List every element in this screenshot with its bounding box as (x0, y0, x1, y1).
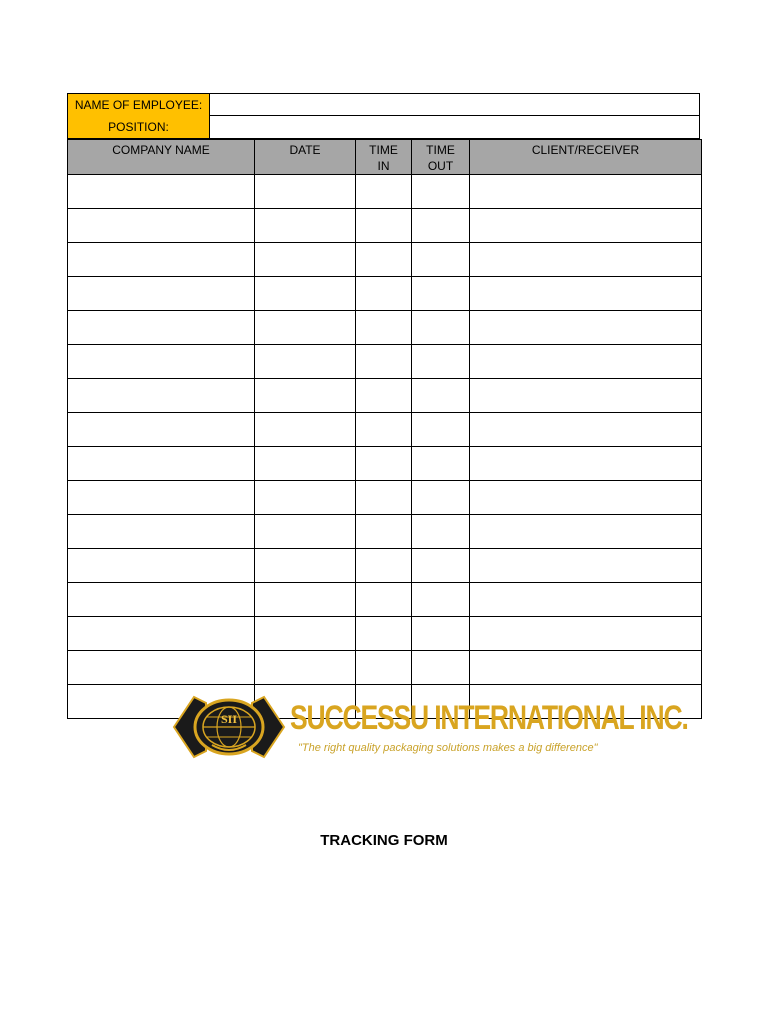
employee-field[interactable] (210, 94, 699, 115)
company-name-cell[interactable] (68, 379, 255, 413)
table-row (68, 311, 702, 345)
time-in-cell[interactable] (356, 277, 412, 311)
client-receiver-cell[interactable] (470, 447, 702, 481)
table-row (68, 447, 702, 481)
date-cell[interactable] (255, 413, 356, 447)
date-cell[interactable] (255, 447, 356, 481)
time-in-cell[interactable] (356, 651, 412, 685)
time-out-cell[interactable] (412, 175, 470, 209)
company-name-cell[interactable] (68, 447, 255, 481)
company-name-cell[interactable] (68, 209, 255, 243)
client-receiver-cell[interactable] (470, 175, 702, 209)
col-date: DATE (255, 140, 356, 175)
date-cell[interactable] (255, 175, 356, 209)
date-cell[interactable] (255, 243, 356, 277)
time-in-cell[interactable] (356, 481, 412, 515)
date-cell[interactable] (255, 277, 356, 311)
col-time-in (356, 140, 412, 175)
time-out-cell[interactable] (412, 481, 470, 515)
page-title: TRACKING FORM (320, 832, 448, 849)
col-time-out (412, 140, 470, 175)
table-row (68, 175, 702, 209)
company-name-cell[interactable] (68, 481, 255, 515)
table-row (68, 277, 702, 311)
time-out-cell[interactable] (412, 277, 470, 311)
company-name-cell[interactable] (68, 243, 255, 277)
time-in-cell[interactable] (356, 617, 412, 651)
brand-tagline: "The right quality packaging solutions makes a big difference" (298, 742, 598, 754)
tracking-table (67, 139, 702, 719)
table-row (68, 413, 702, 447)
company-name-cell[interactable] (68, 515, 255, 549)
client-receiver-cell[interactable] (470, 311, 702, 345)
col-time-in-text: TIME IN (369, 143, 398, 173)
time-in-cell[interactable] (356, 549, 412, 583)
brand-name: SUCCESSU INTERNATIONAL INC. (290, 699, 688, 737)
client-receiver-cell[interactable] (470, 277, 702, 311)
position-field[interactable] (210, 115, 699, 138)
company-logo (172, 693, 688, 765)
date-cell[interactable] (255, 345, 356, 379)
company-name-cell[interactable] (68, 345, 255, 379)
position-row (67, 115, 700, 139)
client-receiver-cell[interactable] (470, 515, 702, 549)
client-receiver-cell[interactable] (470, 651, 702, 685)
time-in-cell[interactable] (356, 175, 412, 209)
employee-row (67, 93, 700, 116)
time-out-cell[interactable] (412, 413, 470, 447)
table-row (68, 515, 702, 549)
company-name-cell[interactable] (68, 311, 255, 345)
time-out-cell[interactable] (412, 243, 470, 277)
table-row (68, 209, 702, 243)
time-out-cell[interactable] (412, 379, 470, 413)
client-receiver-cell[interactable] (470, 549, 702, 583)
date-cell[interactable] (255, 481, 356, 515)
date-cell[interactable] (255, 311, 356, 345)
employee-label: NAME OF EMPLOYEE: (68, 94, 210, 115)
client-receiver-cell[interactable] (470, 583, 702, 617)
company-name-cell[interactable] (68, 583, 255, 617)
col-client-receiver: CLIENT/RECEIVER (470, 140, 702, 175)
table-row (68, 379, 702, 413)
time-in-cell[interactable] (356, 345, 412, 379)
time-out-cell[interactable] (412, 209, 470, 243)
company-name-cell[interactable] (68, 549, 255, 583)
time-out-cell[interactable] (412, 515, 470, 549)
table-row (68, 617, 702, 651)
time-in-cell[interactable] (356, 447, 412, 481)
time-in-cell[interactable] (356, 413, 412, 447)
time-in-cell[interactable] (356, 209, 412, 243)
client-receiver-cell[interactable] (470, 617, 702, 651)
date-cell[interactable] (255, 617, 356, 651)
company-name-cell[interactable] (68, 617, 255, 651)
date-cell[interactable] (255, 549, 356, 583)
time-in-cell[interactable] (356, 515, 412, 549)
table-row (68, 481, 702, 515)
time-in-cell[interactable] (356, 243, 412, 277)
svg-text:SII: SII (220, 712, 238, 726)
date-cell[interactable] (255, 651, 356, 685)
date-cell[interactable] (255, 515, 356, 549)
client-receiver-cell[interactable] (470, 243, 702, 277)
company-name-cell[interactable] (68, 175, 255, 209)
time-in-cell[interactable] (356, 311, 412, 345)
client-receiver-cell[interactable] (470, 209, 702, 243)
time-out-cell[interactable] (412, 311, 470, 345)
table-row (68, 549, 702, 583)
company-name-cell[interactable] (68, 277, 255, 311)
time-out-cell[interactable] (412, 651, 470, 685)
col-company-name: COMPANY NAME (68, 140, 255, 175)
client-receiver-cell[interactable] (470, 379, 702, 413)
time-out-cell[interactable] (412, 549, 470, 583)
date-cell[interactable] (255, 209, 356, 243)
company-name-cell[interactable] (68, 413, 255, 447)
table-row (68, 651, 702, 685)
position-label: POSITION: (68, 115, 210, 138)
time-out-cell[interactable] (412, 617, 470, 651)
date-cell[interactable] (255, 583, 356, 617)
table-header-row (68, 140, 702, 175)
date-cell[interactable] (255, 379, 356, 413)
company-name-cell[interactable] (68, 651, 255, 685)
time-out-cell[interactable] (412, 447, 470, 481)
table-row (68, 243, 702, 277)
table-row (68, 345, 702, 379)
table-row (68, 583, 702, 617)
time-in-cell[interactable] (356, 583, 412, 617)
globe-emblem-icon (172, 693, 286, 761)
col-time-out-text: TIME OUT (426, 143, 455, 173)
client-receiver-cell[interactable] (470, 413, 702, 447)
client-receiver-cell[interactable] (470, 345, 702, 379)
time-out-cell[interactable] (412, 345, 470, 379)
time-in-cell[interactable] (356, 379, 412, 413)
client-receiver-cell[interactable] (470, 481, 702, 515)
time-out-cell[interactable] (412, 583, 470, 617)
